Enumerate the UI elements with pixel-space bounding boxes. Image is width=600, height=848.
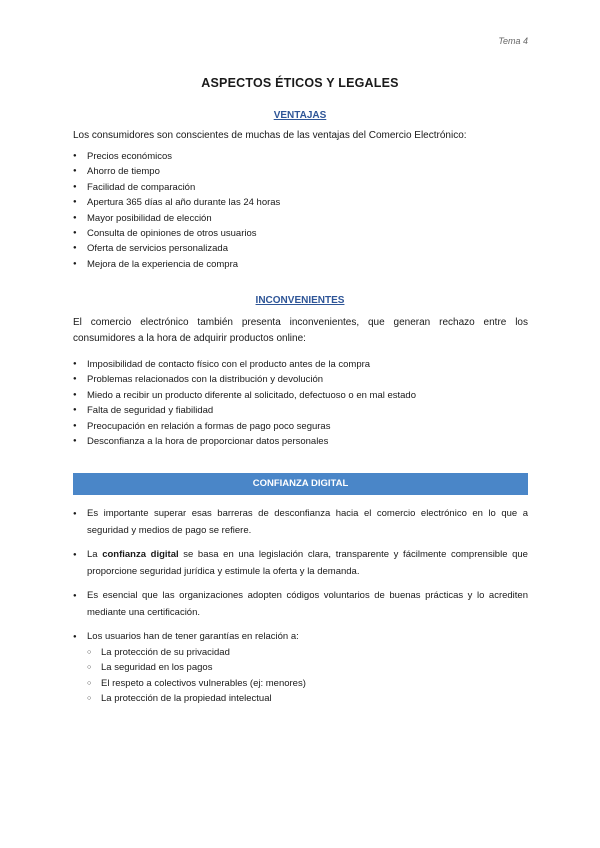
confianza-item-4 (73, 629, 528, 646)
garantias-sublist (87, 645, 487, 707)
bullet-icon: ● (73, 552, 77, 558)
page-title: ASPECTOS ÉTICOS Y LEGALES (201, 76, 399, 90)
ventajas-list (73, 149, 528, 272)
confianza-item-2 (73, 547, 528, 580)
sub-list-item: ○ La seguridad en los pagos (87, 660, 487, 675)
list-item: ● Apertura 365 días al año durante las 24 horas (73, 195, 528, 210)
confianza-item-1-text: Es importante superar esas barreras de desconfianza hacia el comercio electrónico en lo que a seguridad y medios de pago se refiere. (87, 508, 528, 536)
list-item: ● Consulta de opiniones de otros usuarios (73, 226, 528, 241)
inconvenientes-list (73, 357, 528, 449)
sub-list-item: ○ El respeto a colectivos vulnerables (ej: menores) (87, 676, 487, 691)
banner-label: CONFIANZA DIGITAL (252, 478, 349, 489)
list-item: ● Mejora de la experiencia de compra (73, 257, 528, 272)
confianza-item-2-prefix: La (87, 549, 103, 560)
ventajas-heading: VENTAJAS (273, 110, 327, 121)
confianza-digital-banner (73, 473, 528, 495)
bullet-icon: ● (73, 511, 77, 517)
confianza-item-4-text: Los usuarios han de tener garantías en relación a: (87, 631, 299, 642)
list-item: ● Imposibilidad de contacto físico con el producto antes de la compra (73, 357, 528, 372)
ventajas-intro: Los consumidores son conscientes de muchas de las ventajas del Comercio Electrónico: (73, 130, 467, 141)
sub-list-item: ○ La protección de su privacidad (87, 645, 487, 660)
confianza-item-1 (73, 506, 528, 539)
sub-list-item: ○ La protección de la propiedad intelectual (87, 691, 487, 706)
header-tag: Tema 4 (498, 36, 528, 46)
list-item: ● Ahorro de tiempo (73, 164, 528, 179)
confianza-item-3 (73, 588, 528, 621)
list-item: ● Oferta de servicios personalizada (73, 241, 528, 256)
bullet-icon: ● (73, 593, 77, 599)
list-item: ● Precios económicos (73, 149, 528, 164)
list-item: ● Preocupación en relación a formas de pago poco seguras (73, 419, 528, 434)
confianza-item-2-rest: se basa en una legislación clara, transparente y fácilmente comprensible que proporcione seguridad jurídica y estimule la oferta y la demanda. (87, 549, 528, 577)
inconvenientes-heading: INCONVENIENTES (255, 295, 345, 306)
list-item: ● Miedo a recibir un producto diferente al solicitado, defectuoso o en mal estado (73, 388, 528, 403)
confianza-item-3-text: Es esencial que las organizaciones adopten códigos voluntarios de buenas prácticas y lo acrediten mediante una certificación. (87, 590, 528, 618)
list-item: ● Desconfianza a la hora de proporcionar datos personales (73, 434, 528, 449)
list-item: ● Mayor posibilidad de elección (73, 211, 528, 226)
bullet-icon: ● (73, 634, 77, 640)
list-item: ● Problemas relacionados con la distribución y devolución (73, 372, 528, 387)
list-item: ● Falta de seguridad y fiabilidad (73, 403, 528, 418)
list-item: ● Facilidad de comparación (73, 180, 528, 195)
inconvenientes-intro: El comercio electrónico también presenta inconvenientes, que generan rechazo entre los consumidores a la hora de adquirir productos online: (73, 317, 528, 344)
confianza-digital-term: confianza digital (102, 549, 179, 560)
